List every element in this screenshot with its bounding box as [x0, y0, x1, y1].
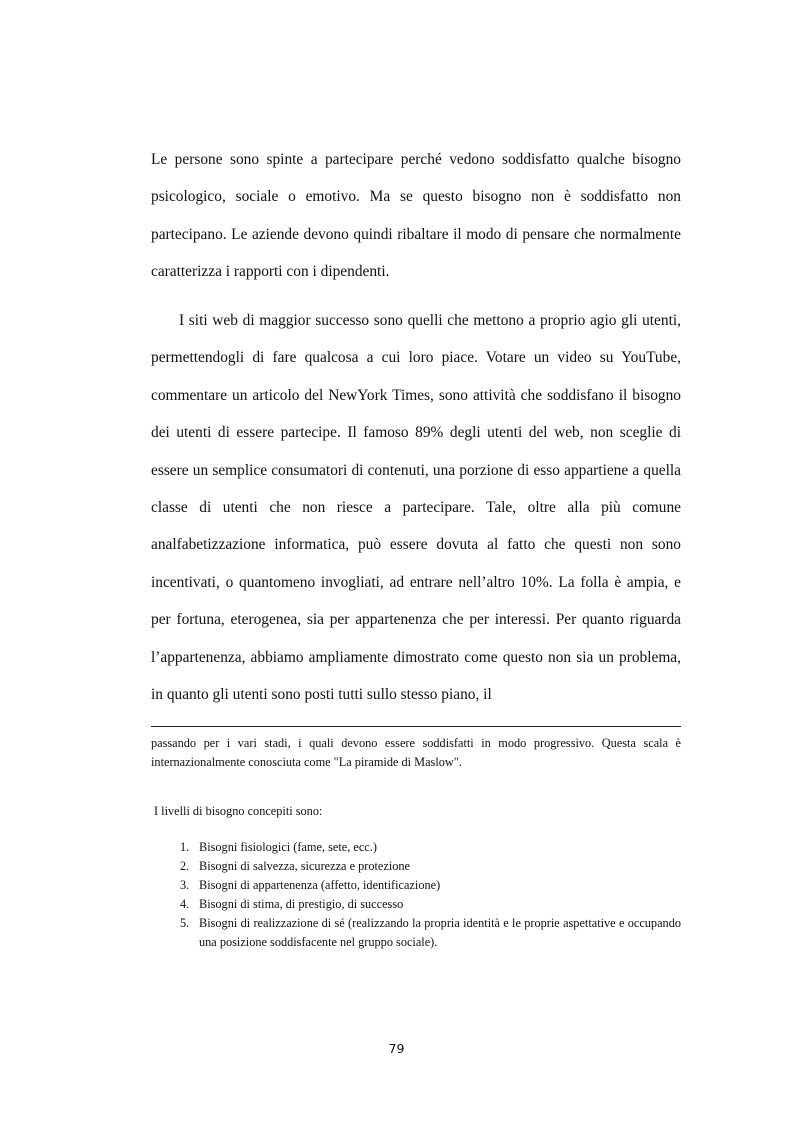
list-item-text: Bisogni di appartenenza (affetto, identificazione): [199, 878, 441, 892]
list-item-text: Bisogni di realizzazione di sé (realizzando la propria identità e le proprie aspettative e occupando una posizione soddisfacente nel gruppo sociale).: [199, 916, 681, 949]
list-item-number: 1.: [180, 840, 190, 854]
list-item: [176, 876, 681, 895]
footnote-text: passando per i vari stadi, i quali devono essere soddisfatti in modo progressivo. Questa scala è internazionalmente conosciuta come "La piramide di Maslow".: [151, 736, 681, 769]
list-item-number: 3.: [180, 878, 190, 892]
list-item-text: Bisogni fisiologici (fame, sete, ecc.): [199, 840, 377, 854]
needs-list: [176, 838, 681, 952]
list-item-text: Bisogni di salvezza, sicurezza e protezione: [199, 859, 411, 873]
list-item-number: 2.: [180, 859, 190, 873]
list-item: [176, 895, 681, 914]
list-item: [176, 914, 681, 952]
body-paragraph-2: I siti web di maggior successo sono quelli che mettono a proprio agio gli utenti, permettendogli di fare qualcosa a cui loro piace. Votare un video su YouTube, commentare un articolo del NewYork Times, sono attività che soddisfano il bisogno dei utenti di essere partecipe. Il famoso 89% degli utenti del web, non sceglie di essere un semplice consumatori di contenuti, una porzione di esso appartiene a quella classe di utenti che non riesce a partecipare. Tale, oltre alla più comune analfabetizzazione informatica, può essere dovuta al fatto che questi non sono incentivati, o quantomeno invogliati, ad entrare nell’altro 10%. La folla è ampia, e per fortuna, eterogenea, sia per appartenenza che per interessi. Per quanto riguarda l’appartenenza, abbiamo ampliamente dimostrato come questo non sia un problema, in quanto gli utenti sono posti tutti sullo stesso piano, il: [151, 312, 681, 704]
page-number: 79: [388, 1041, 405, 1056]
body-paragraph-1: Le persone sono spinte a partecipare perché vedono soddisfatto qualche bisogno psicologico, sociale o emotivo. Ma se questo bisogno non è soddisfatto non partecipano. Le aziende devono quindi ribaltare il modo di pensare che normalmente caratterizza i rapporti con i dipendenti.: [151, 151, 681, 281]
list-item-number: 4.: [180, 897, 190, 911]
list-item-number: 5.: [180, 916, 190, 930]
list-item: [176, 857, 681, 876]
list-item: [176, 838, 681, 857]
list-item-text: Bisogni di stima, di prestigio, di successo: [199, 897, 404, 911]
footnote-separator: [151, 726, 681, 727]
footnote-list-intro: I livelli di bisogno concepiti sono:: [154, 804, 323, 818]
